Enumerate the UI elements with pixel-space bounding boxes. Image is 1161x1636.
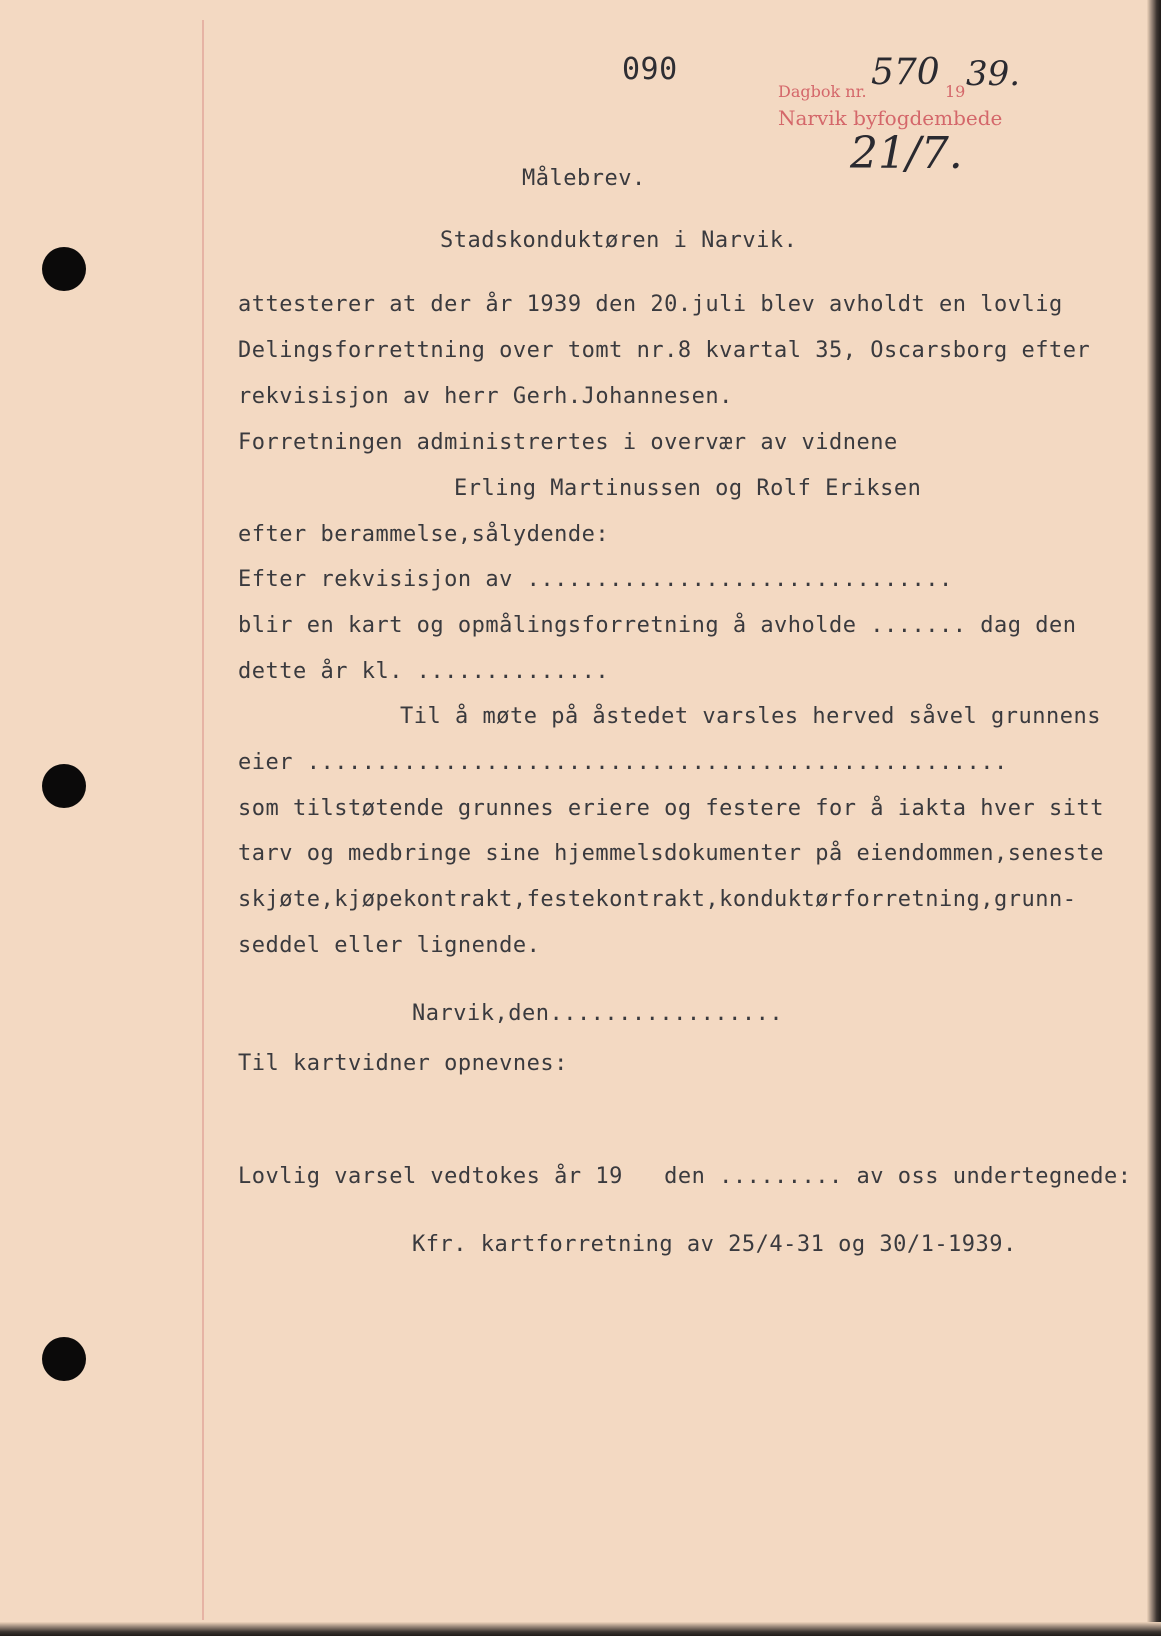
body-line: Til å møte på åstedet varsles herved såvel grunnens [400, 704, 1102, 729]
body-line: som tilstøtende grunnes eriere og festere for å iakta hver sitt [238, 796, 1104, 821]
body-line: seddel eller lignende. [238, 933, 541, 958]
witnesses-names: Erling Martinussen og Rolf Eriksen [454, 476, 922, 501]
body-line: Delingsforrettning over tomt nr.8 kvartal 35, Oscarsborg efter [238, 338, 1091, 363]
document-subtitle: Stadskonduktøren i Narvik. [440, 228, 798, 253]
body-line: skjøte,kjøpekontrakt,festekontrakt,konduktørforretning,grunn- [238, 887, 1077, 912]
body-line: Efter rekvisisjon av ............................... [238, 567, 953, 592]
body-line: rekvisisjon av herr Gerh.Johannesen. [238, 384, 733, 409]
handwritten-date: 21/7. [850, 128, 963, 179]
body-line: Forretningen administrertes i overvær av vidnene [238, 430, 898, 455]
office-stamp: Narvik byfogdembede [778, 106, 1003, 130]
body-line: attesterer at der år 1939 den 20.juli blev avholdt en lovlig [238, 292, 1063, 317]
place-date-line: Narvik,den................. [412, 1001, 784, 1026]
document-title: Målebrev. [522, 166, 646, 191]
reference-line: Kfr. kartforretning av 25/4-31 og 30/1-1939. [412, 1232, 1017, 1257]
journal-year-prefix: 19 [945, 82, 966, 101]
body-line: eier ................................................... [238, 750, 1008, 775]
page-edge-bottom [0, 1622, 1161, 1636]
journal-stamp-label: Dagbok nr. [778, 82, 867, 101]
page-number: 090 [622, 52, 678, 87]
journal-number: 570 [871, 52, 940, 93]
body-line: dette år kl. .............. [238, 659, 610, 684]
journal-year: 39. [966, 54, 1021, 94]
punch-hole [42, 1337, 86, 1381]
page-edge-right [1147, 0, 1161, 1636]
body-line: blir en kart og opmålingsforretning å avholde ....... dag den [238, 613, 1077, 638]
witnesses-line: Til kartvidner opnevnes: [238, 1051, 568, 1076]
margin-line [202, 20, 204, 1620]
punch-hole [42, 764, 86, 808]
body-line: efter berammelse,sålydende: [238, 522, 610, 547]
punch-hole [42, 247, 86, 291]
body-line: tarv og medbringe sine hjemmelsdokumenter på eiendommen,seneste [238, 841, 1104, 866]
notice-line: Lovlig varsel vedtokes år 19 den ......... av oss undertegnede: [238, 1164, 1132, 1189]
